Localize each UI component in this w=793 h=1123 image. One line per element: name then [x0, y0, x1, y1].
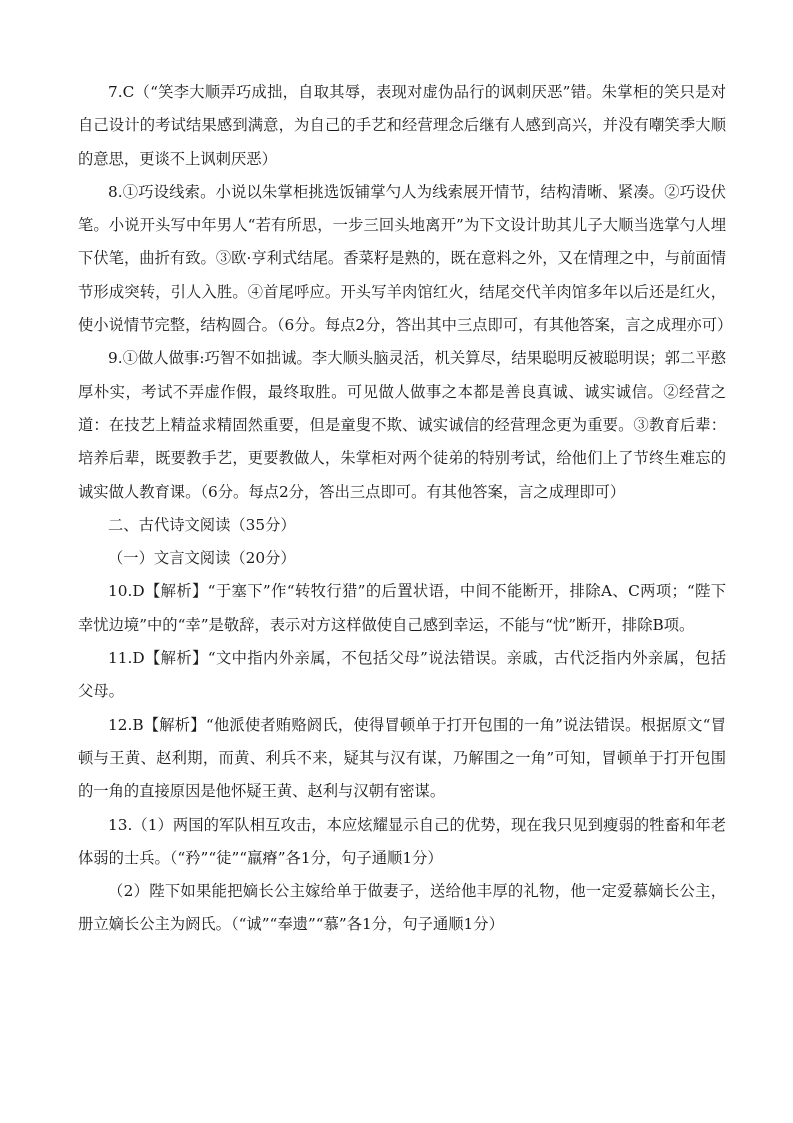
answer-q13-part1: 13.（1）两国的军队相互攻击，本应炫耀显示自己的优势，现在我只见到瘦弱的牲畜和年老 体弱的士兵。（“矜”“徒”“羸瘠”各1分，句子通顺1分）	[78, 815, 726, 867]
answer-content	[78, 76, 733, 942]
answer-q8: 8.①巧设线索。小说以朱掌柜挑选饭铺掌勺人为线索展开情节，结构清晰、紧凑。②巧设伏笔。小说开头写中年男人“若有所思，一步三回头地离开”为下文设计助其儿子大顺当选掌勺人埋下伏笔，曲折有致。③欧·亨利式结尾。香菜籽是熟的，既在意料之外，又在情理之中，与前面情节形成突转，引人入胜。④首尾呼应。开头写羊肉馆红火，结尾交代羊肉馆多年以后还是红火，使小说情节完整，结构圆合。（6分。每点2分，答出其中三点即可，有其他答案，言之成理亦可）	[78, 182, 733, 335]
section-heading-ancient-poetry: 二、古代诗文阅读（35分）	[108, 515, 296, 534]
answer-q12: 12.B【解析】“他派使者贿赂阏氏，使得冒顿单于打开包围的一角”说法错误。根据原文“冒顿与王黄、赵利期，而黄、利兵不来，疑其与汉有谋，乃解围之一角”可知，冒顿单于打开包围的一角的直接原因是他怀疑王黄、赵利与汉朝有密谋。	[78, 715, 726, 801]
answer-q7: 7.C（“笑李大顺弄巧成拙，自取其辱，表现对虚伪品行的讽刺厌恶”错。朱掌柜的笑只是对自己设计的考试结果感到满意，为自己的手艺和经营理念后继有人感到高兴，并没有嘲笑季大顺的意思，更谈不上讽刺厌恶）	[78, 83, 726, 168]
answer-q11: 11.D【解析】“文中指内外亲属，不包括父母”说法错误。亲戚，古代泛指内外亲属，包括父母。	[78, 649, 726, 701]
subsection-heading-classical-prose: （一）文言文阅读（20分）	[108, 549, 296, 568]
answer-q13-part2: （2）陛下如果能把嫡长公主嫁给单于做妻子，送给他丰厚的礼物，他一定爱慕嫡长公主，册立嫡长公主为阏氏。（“诚”“奉遗”“慕”各1分，句子通顺1分）	[78, 882, 726, 934]
answer-q10: 10.D【解析】“于塞下”作“转牧行猎”的后置状语，中间不能断开，排除A、C两项；“陛下幸忧边境”中的“幸”是敬辞，表示对方这样做使自己感到幸运，不能与“忧”断开，排除B项。	[78, 582, 726, 634]
answer-q9: 9.①做人做事:巧智不如拙诚。李大顺头脑灵活，机关算尽，结果聪明反被聪明误；郭二平憨厚朴实，考试不弄虚作假，最终取胜。可见做人做事之本都是善良真诚、诚实诚信。②经营之道：在技艺上精益求精固然重要，但是童叟不欺、诚实诚信的经营理念更为重要。③教育后辈：培养后辈，既要教手艺，更要教做人，朱掌柜对两个徒弟的特别考试，给他们上了节终生难忘的诚实做人教育课。（6分。每点2分，答出三点即可。有其他答案，言之成理即可）	[78, 349, 726, 501]
